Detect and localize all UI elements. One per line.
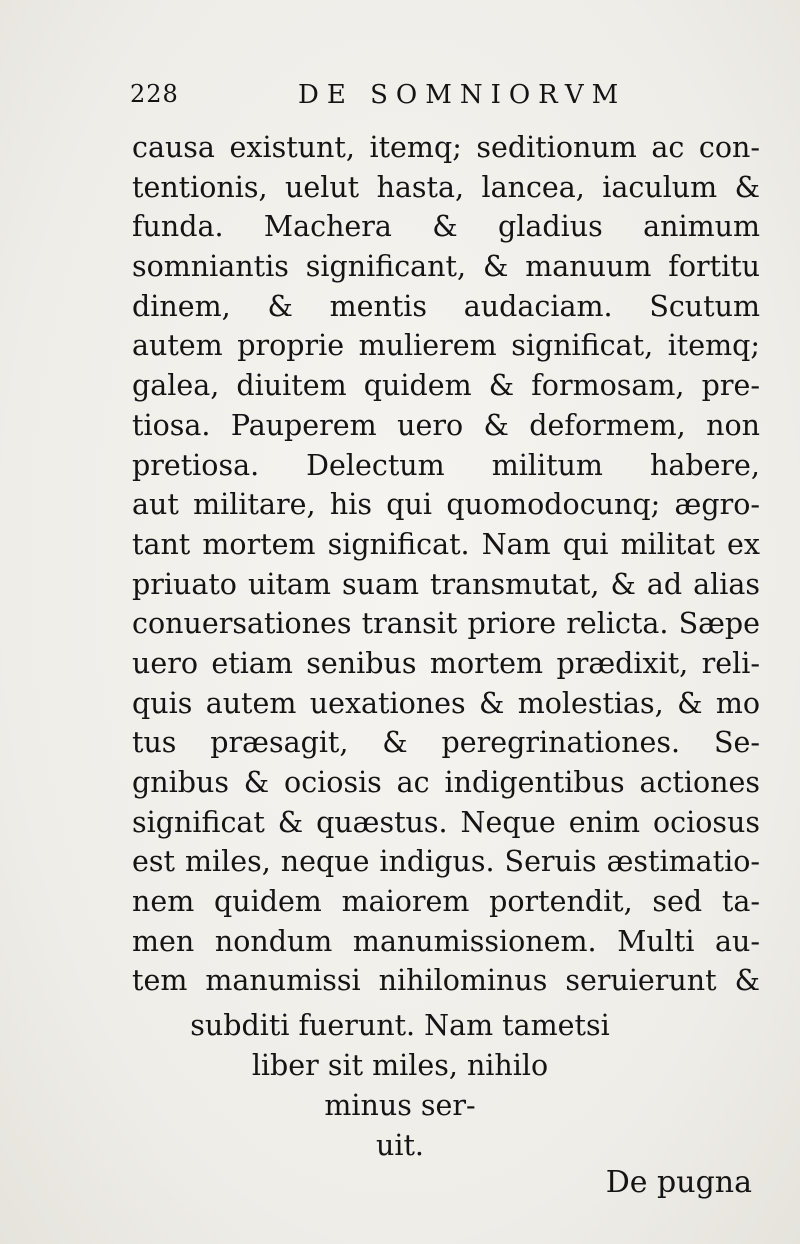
- tail-line: minus ser-: [324, 1089, 476, 1122]
- body-text: [132, 128, 760, 1001]
- catchword: De pugna: [605, 1165, 752, 1200]
- text-line: aut militare, his qui quomodocunq; ægro-: [132, 488, 760, 522]
- text-line: somniantis significant, & manuum fortitu: [132, 250, 760, 284]
- page-number: 228: [130, 80, 179, 108]
- text-line: quis autem uexationes & molestias, & mo: [132, 686, 760, 720]
- tail-line: liber sit miles, nihilo: [251, 1049, 549, 1082]
- text-line: est miles, neque indigus. Seruis æstimatio-: [132, 845, 760, 879]
- text-line: significat & quæstus. Neque enim ociosus: [132, 805, 760, 839]
- text-line: priuato uitam suam transmutat, & ad alias: [132, 567, 760, 601]
- text-line: galea, diuitem quidem & formosam, pre-: [132, 369, 760, 403]
- running-head: DE SOMNIORVM: [298, 80, 627, 110]
- text-line: conuersationes transit priore relicta. Sæpe: [132, 607, 760, 641]
- text-line: tiosa. Pauperem uero & deformem, non: [132, 408, 760, 442]
- page-header: [130, 80, 750, 120]
- text-line: men nondum manumissionem. Multi au-: [132, 924, 760, 958]
- tail-line: subditi fuerunt. Nam tametsi: [190, 1009, 610, 1042]
- tail-line: uit.: [376, 1129, 424, 1162]
- text-line: autem proprie mulierem significat, itemq;: [132, 329, 760, 363]
- text-line: pretiosa. Delectum militum habere,: [132, 448, 760, 482]
- text-line: funda. Machera & gladius animum: [132, 210, 760, 244]
- text-line: gnibus & ociosis ac indigentibus actiones: [132, 766, 760, 799]
- text-line: tentionis, uelut hasta, lancea, iaculum &: [132, 170, 760, 204]
- text-line: tem manumissi nihilominus seruierunt &: [132, 964, 760, 998]
- text-line: tus præsagit, & peregrinationes. Se-: [132, 726, 760, 760]
- text-line: causa existunt, itemq; seditionum ac con-: [132, 131, 760, 164]
- text-line: tant mortem significat. Nam qui militat ex: [132, 527, 760, 561]
- text-line: nem quidem maiorem portendit, sed ta-: [132, 885, 760, 919]
- text-line: dinem, & mentis audaciam. Scutum: [132, 289, 760, 323]
- text-line: uero etiam senibus mortem prædixit, reli-: [132, 646, 760, 680]
